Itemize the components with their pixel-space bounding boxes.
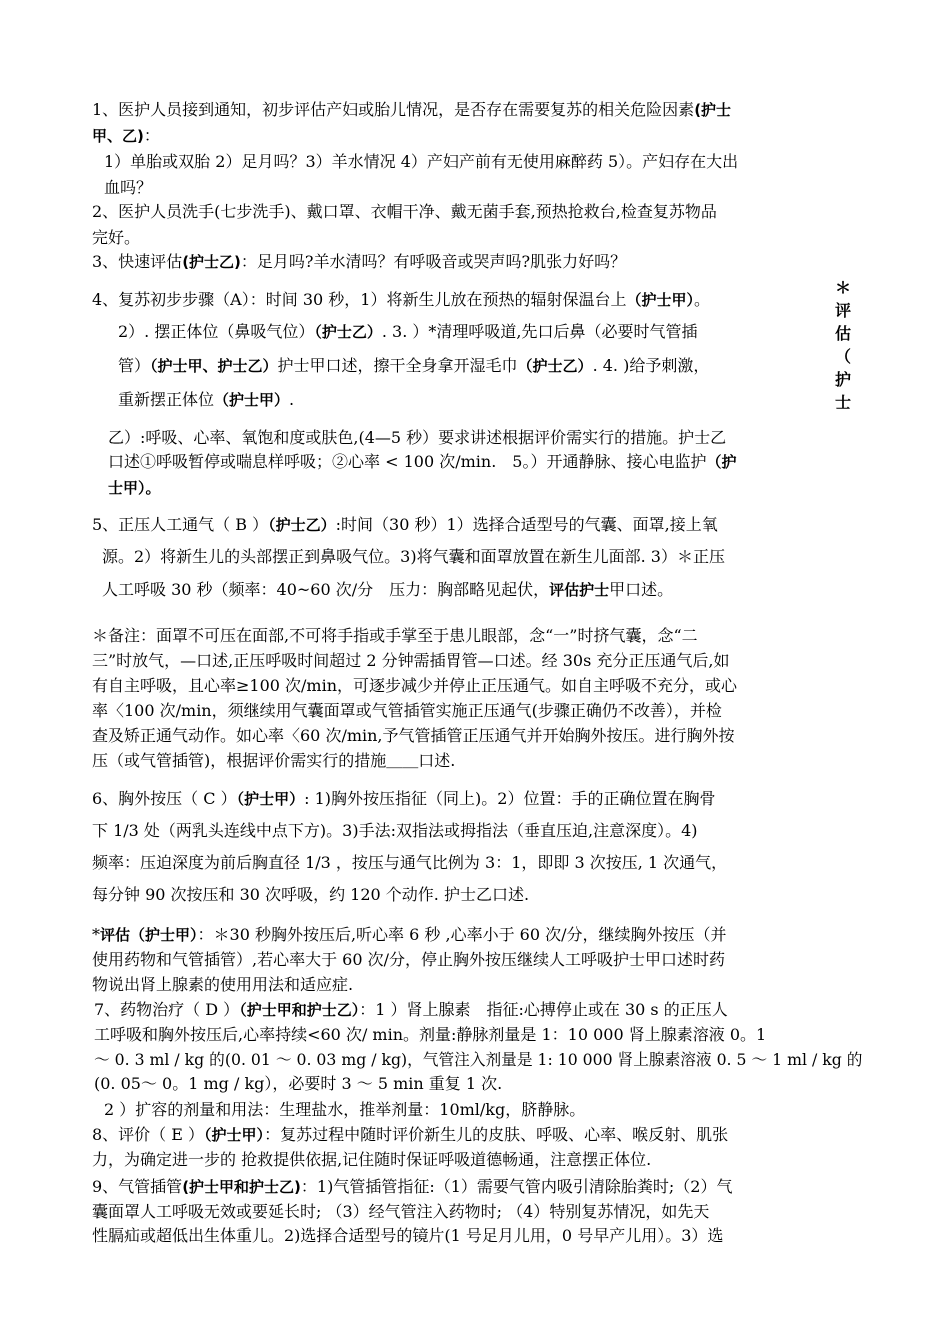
role-label: （护士乙） bbox=[314, 323, 382, 341]
text-line bbox=[92, 751, 455, 771]
text-run: 下 1/3 处（两乳头连线中点下方)。3)手法:双指法或拇指法（垂直压迫,注意深度）。4) bbox=[92, 821, 698, 840]
text-line bbox=[92, 853, 727, 873]
text-run: 8、评价（ E ） bbox=[92, 1125, 205, 1144]
text-line bbox=[108, 452, 736, 472]
text-run: 力，为确定进一步的 抢救提供依据,记住随时保证呼吸道德畅通，注意摆正体位. bbox=[92, 1150, 652, 1169]
text-run: 口述①呼吸暂停或喘息样呼吸；②心率 < 100 次/min. 5。）开通静脉、接心电监护 bbox=[108, 452, 707, 471]
text-line bbox=[92, 975, 353, 995]
text-run: 3、快速评估 bbox=[92, 252, 183, 271]
text-run: 护士甲口述，擦干全身拿开湿毛巾 bbox=[277, 356, 518, 375]
text-line bbox=[92, 1177, 732, 1197]
text-line bbox=[92, 789, 715, 809]
text-run: 源。2）将新生儿的头部摆正到鼻吸气位。3)将气囊和面罩放置在新生儿面部. 3）＊正压 bbox=[102, 547, 725, 566]
text-line bbox=[104, 178, 152, 198]
text-run: ：＊30 秒胸外按压后,听心率 6 秒 ,心率小于 60 次/分，继续胸外按压（并 bbox=[197, 925, 727, 944]
role-label: 评估护士 bbox=[549, 581, 610, 599]
text-run: ～ 0. 3 ml / kg 的(0. 01 ～ 0. 03 mg / kg)，气管注入剂量是 1: 10 000 肾上腺素溶液 0. 5 ～ 1 ml / kg 的 bbox=[94, 1050, 863, 1069]
text-line bbox=[118, 356, 709, 376]
text-run: 性膈疝或超低出生体重儿。2)选择合适型号的镜片(1 号足月儿用，0 号早产儿用）。3）选 bbox=[92, 1226, 724, 1245]
role-label: (护士乙) bbox=[182, 253, 241, 271]
text-line bbox=[102, 580, 673, 600]
text-run: ：1 ）肾上腺素 指征:心搏停止或在 30 s 的正压人 bbox=[359, 1000, 728, 1019]
text-run: 频率：压迫深度为前后胸直径 1/3 ，按压与通气比例为 3：1，即即 3 次按压, 1 次通气， bbox=[92, 853, 728, 872]
text-run: 三”时放气，—口述,正压呼吸时间超过 2 分钟需插胃管—口述。经 30s 充分正压通气后,如 bbox=[92, 651, 730, 670]
text-run: 囊面罩人工呼吸无效或要延长时; （3）经气管注入药物时; （4）特别复苏情况，如先天 bbox=[92, 1202, 710, 1221]
text-line bbox=[92, 515, 718, 535]
text-run: 人工呼吸 30 秒（频率：40~60 次/分 压力：胸部略见起伏， bbox=[102, 580, 550, 599]
text-line bbox=[92, 626, 698, 646]
text-run: 2 ）扩容的剂量和用法：生理盐水，推举剂量：10ml/kg，脐静脉。 bbox=[104, 1100, 586, 1119]
role-label: （护士甲、护士乙） bbox=[150, 357, 278, 375]
text-run: 查及矫正通气动作。如心率〈60 次/min,予气管插管正压通气并开始胸外按压。进行胸外按 bbox=[92, 726, 735, 745]
text-run: 7、药物治疗（ D ） bbox=[94, 1000, 240, 1019]
text-run: :时间（30 秒）1）选择合适型号的气囊、面罩,接上氧 bbox=[335, 515, 718, 534]
text-run: 物说出肾上腺素的使用用法和适应症. bbox=[92, 975, 354, 994]
role-label: 甲、乙) bbox=[92, 127, 144, 145]
role-label: （护士甲） bbox=[214, 391, 290, 409]
text-run: (0. 05～ 0。1 mg / kg），必要时 3 ～ 5 min 重复 1 次. bbox=[94, 1074, 503, 1093]
text-run: 每分钟 90 次按压和 30 次呼吸，约 120 个动作. 护士乙口述. bbox=[92, 885, 530, 904]
text-line bbox=[118, 390, 294, 410]
text-line bbox=[92, 1202, 709, 1222]
text-run: 2、医护人员洗手(七步洗手)、戴口罩、衣帽干净、戴无菌手套,预热抢救台,检查复苏物品 bbox=[92, 202, 717, 221]
role-label: （护 bbox=[706, 453, 737, 471]
text-line bbox=[92, 290, 710, 310]
role-label: (护士甲和护士乙) bbox=[182, 1178, 301, 1196]
role-label: （护士乙） bbox=[517, 357, 593, 375]
text-line bbox=[92, 676, 737, 696]
text-line bbox=[92, 651, 729, 671]
text-run: 工呼吸和胸外按压后,心率持续<60 次/ min。剂量:静脉剂量是 1：10 000 肾上腺素溶液 0。1 bbox=[94, 1025, 767, 1044]
text-run: 管） bbox=[118, 356, 151, 375]
text-run: 9、气管插管 bbox=[92, 1177, 183, 1196]
text-line bbox=[92, 925, 727, 945]
text-line bbox=[94, 1050, 862, 1070]
text-line bbox=[92, 726, 735, 746]
text-run: 5、正压人工通气（ B ） bbox=[92, 515, 269, 534]
text-run: . 4. )给予刺激， bbox=[592, 356, 710, 375]
text-run: 使用药物和气管插管）,若心率大于 60 次/分，停止胸外按压继续人工呼吸护士甲口述时药 bbox=[92, 950, 726, 969]
text-line bbox=[92, 1150, 651, 1170]
role-label: （护士甲） bbox=[626, 291, 694, 309]
role-label: （护士甲） bbox=[236, 790, 305, 808]
text-line bbox=[94, 1000, 728, 1020]
text-run: 率〈100 次/min，须继续用气囊面罩或气管插管实施正压通气(步骤正确仍不改善），并检 bbox=[92, 701, 722, 720]
text-run: ：足月吗?羊水清吗？有呼吸音或哭声吗?肌张力好吗？ bbox=[240, 252, 627, 271]
text-run: ：1)气管插管指征:（1）需要气管内吸引清除胎粪时;（2）气 bbox=[300, 1177, 733, 1196]
text-run: ： bbox=[143, 126, 160, 145]
text-line bbox=[94, 1074, 502, 1094]
text-run: 4、复苏初步步骤（A）：时间 30 秒，1）将新生儿放在预热的辐射保温台上 bbox=[92, 290, 627, 309]
text-line bbox=[102, 547, 725, 567]
side-note: ＊评 估 （ 护 士 bbox=[834, 278, 851, 412]
text-line bbox=[92, 950, 725, 970]
role-label: （护士乙） bbox=[268, 516, 336, 534]
text-line bbox=[104, 152, 738, 172]
text-line bbox=[92, 821, 698, 841]
text-run: 6、胸外按压（ C ） bbox=[92, 789, 237, 808]
text-run: 1）单胎或双胎 2）足月吗？3）羊水情况 4）产妇产前有无使用麻醉药 5）。产妇存在大出 bbox=[104, 152, 739, 171]
text-run: ：复苏过程中随时评价新生儿的皮肤、呼吸、心率、喉反射、肌张 bbox=[264, 1125, 729, 1144]
text-line bbox=[94, 1025, 766, 1045]
text-line bbox=[92, 1226, 723, 1246]
text-line bbox=[104, 1100, 585, 1120]
text-run: * bbox=[92, 925, 100, 944]
text-run: . 3. ）*清理呼吸道,先口后鼻（必要时气管插 bbox=[381, 322, 698, 341]
text-line bbox=[92, 885, 529, 905]
text-run: ＊备注：面罩不可压在面部,不可将手指或手掌至于患儿眼部，念“一”时挤气囊，念“二 bbox=[92, 626, 698, 645]
text-run: 血吗？ bbox=[104, 178, 153, 197]
text-run: 压（或气管插管)，根据评价需实行的措施＿＿口述. bbox=[92, 751, 456, 770]
text-line bbox=[108, 428, 726, 448]
role-label: （护士甲和护士乙） bbox=[239, 1001, 360, 1019]
text-run: 。 bbox=[693, 290, 710, 309]
text-run: . bbox=[289, 390, 295, 409]
text-line bbox=[92, 126, 160, 146]
text-run: 1、医护人员接到通知，初步评估产妇或胎儿情况，是否存在需要复苏的相关危险因素 bbox=[92, 100, 695, 119]
text-run: 重新摆正体位 bbox=[118, 390, 215, 409]
text-run: 甲口述。 bbox=[609, 580, 674, 599]
text-run: 乙）:呼吸、心率、氧饱和度或肤色,(4—5 秒）要求讲述根据评价需实行的措施。护士乙 bbox=[108, 428, 727, 447]
text-run: 完好。 bbox=[92, 228, 141, 247]
role-label: 评估（护士甲） bbox=[100, 926, 198, 944]
text-line bbox=[118, 322, 698, 342]
text-run: 有自主呼吸，且心率≥100 次/min，可逐步减少并停止正压通气。如自主呼吸不充分，或心 bbox=[92, 676, 738, 695]
role-label: (护士 bbox=[694, 101, 732, 119]
role-label: 士甲）。 bbox=[108, 479, 161, 497]
text-line bbox=[92, 252, 626, 272]
text-line bbox=[92, 1125, 728, 1145]
text-run: 2）. 摆正体位（鼻吸气位） bbox=[118, 322, 315, 341]
text-line bbox=[92, 228, 140, 248]
text-run: : 1)胸外按压指征（同上)。2）位置：手的正确位置在胸骨 bbox=[304, 789, 716, 808]
text-line bbox=[92, 202, 717, 222]
text-line bbox=[92, 701, 722, 721]
text-line bbox=[108, 478, 161, 498]
text-line bbox=[92, 100, 731, 120]
role-label: （护士甲） bbox=[204, 1126, 265, 1144]
